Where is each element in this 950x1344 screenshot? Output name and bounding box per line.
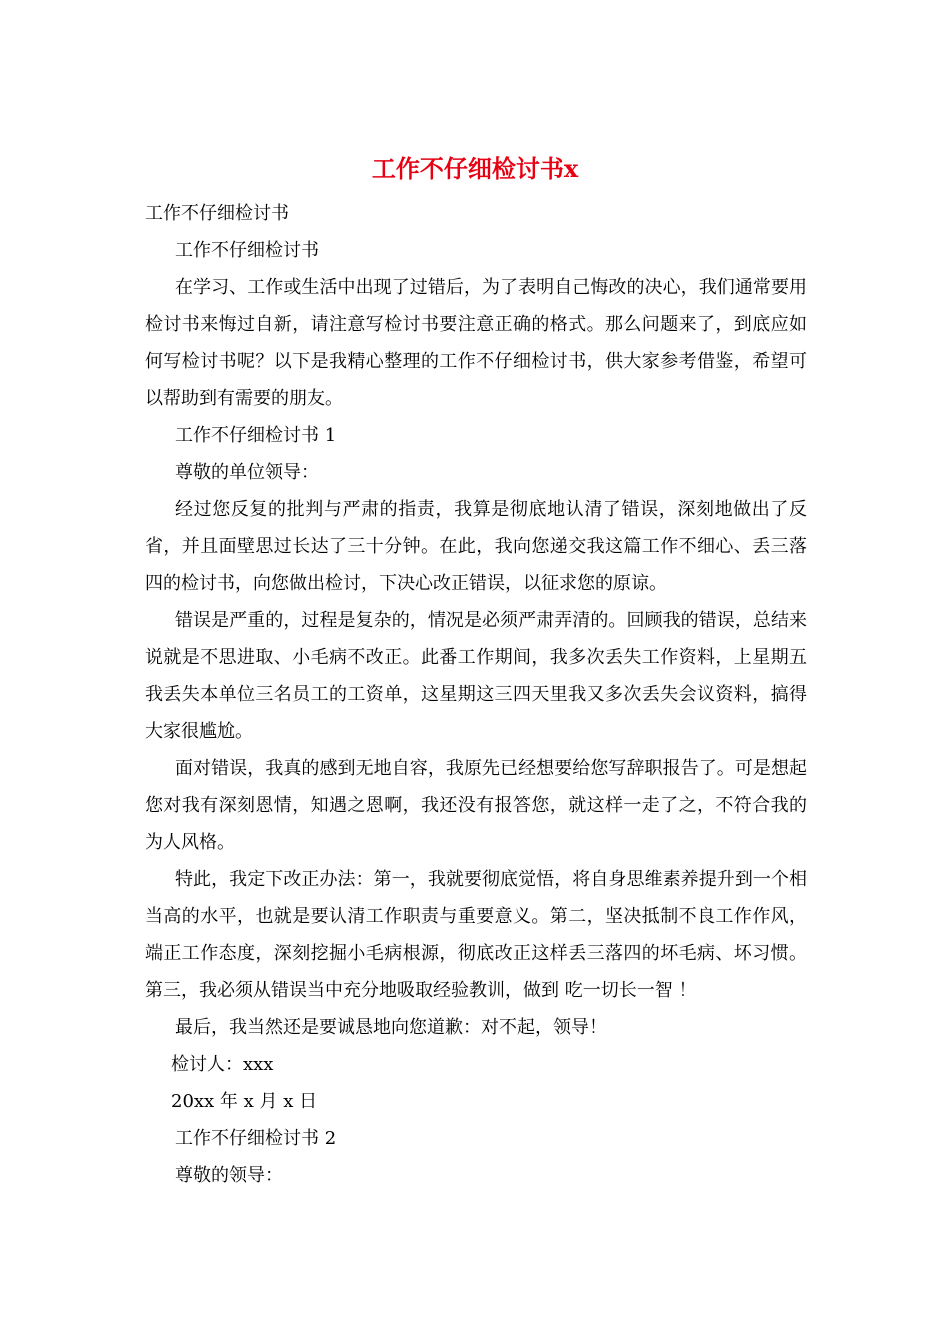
paragraph: 最后，我当然还是要诚恳地向您道歉：对不起，领导！ — [175, 1017, 607, 1038]
paragraph: 工作不仔细检讨书 2 — [175, 1128, 337, 1149]
paragraph: 检讨人：xxx — [171, 1054, 274, 1075]
paragraph: 20xx 年 x 月 x 日 — [171, 1091, 318, 1112]
paragraph: 工作不仔细检讨书 1 — [175, 425, 337, 446]
paragraph: 尊敬的领导： — [175, 1165, 283, 1186]
document-title: 工作不仔细检讨书x — [371, 154, 579, 183]
paragraph: 经过您反复的批判与严肃的指责，我算是彻底地认清了错误，深刻地做出了反省，并且面壁思过长达了三十分钟。在此，我向您递交我这篇工作不细心、丢三落四的检讨书，向您做出检讨，下决心改正错误，以征求您的原谅。 — [145, 499, 807, 594]
paragraph: 特此，我定下改正办法：第一，我就要彻底觉悟，将自身思维素养提升到一个相当高的水平，也就是要认清工作职责与重要意义。第二，坚决抵制不良工作作风，端正工作态度，深刻挖掘小毛病根源，彻底改正这样丢三落四的坏毛病、坏习惯。第三，我必须从错误当中充分地吸取经验教训，做到 吃一切长一智 ！ — [145, 869, 807, 1001]
paragraph: 错误是严重的，过程是复杂的，情况是必须严肃弄清的。回顾我的错误，总结来说就是不思进取、小毛病不改正。此番工作期间，我多次丢失工作资料，上星期五我丢失本单位三名员工的工资单，这星期这三四天里我又多次丢失会议资料，搞得大家很尴尬。 — [145, 610, 807, 742]
paragraph: 尊敬的单位领导： — [175, 462, 319, 483]
paragraph: 在学习、工作或生活中出现了过错后，为了表明自己悔改的决心，我们通常要用检讨书来悔过自新，请注意写检讨书要注意正确的格式。那么问题来了，到底应如何写检讨书呢？以下是我精心整理的工作不仔细检讨书，供大家参考借鉴，希望可以帮助到有需要的朋友。 — [145, 277, 807, 409]
paragraph: 工作不仔细检讨书 — [145, 203, 289, 224]
document-body — [145, 195, 807, 1194]
paragraph: 面对错误，我真的感到无地自容，我原先已经想要给您写辞职报告了。可是想起您对我有深刻恩情，知遇之恩啊，我还没有报答您，就这样一走了之，不符合我的为人风格。 — [145, 758, 807, 853]
paragraph: 工作不仔细检讨书 — [175, 240, 319, 261]
